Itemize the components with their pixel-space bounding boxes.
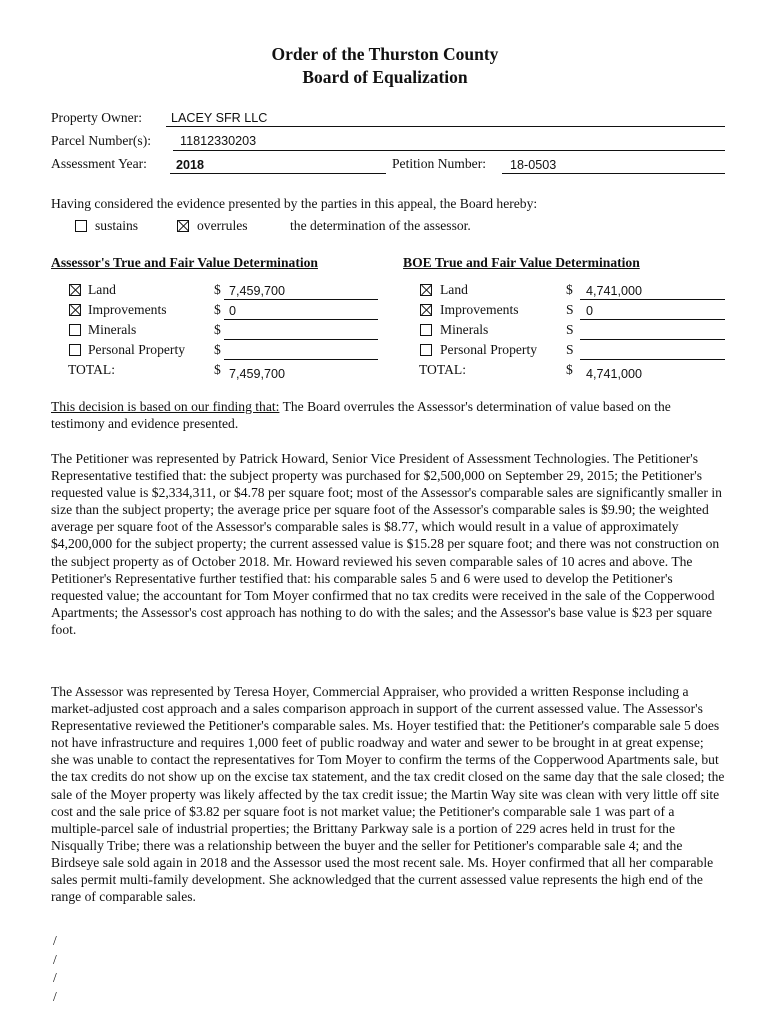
assessor-minerals-checkbox[interactable]: [69, 324, 81, 336]
assessor-total-value: 7,459,700: [229, 367, 286, 381]
parcel-value: 11812330203: [180, 134, 257, 148]
petition-underline: [502, 173, 725, 174]
boe-improvements-currency: S: [566, 302, 574, 317]
assessor-improvements-value: 0: [229, 304, 237, 318]
year-label: Assessment Year:: [51, 156, 147, 171]
assessor-paragraph: The Assessor was represented by Teresa Hoyer, Commercial Appraiser, who provided a written Response including a market-adjusted cost approach and a sales comparison approach in support of the current assessed value. The Assessor's Representative reviewed the Petitioner's comparable sales. Ms. Hoyer testified that: the Petitioner's comparable sale 5 does not have infrastructure and requires 1,000 feet of public roadway and water and sewer to be brought in at great expense; she was unable to contact the representatives for Tom Moyer to confirm the terms of the Copperwood Apartments sale, but the tax credits do not show up on the excise tax statement, and the tax credit closed on the same day that the sale closed; the sale of the Moyer property was likely affected by the tax credit issue; the Martin Way site was clean with very little off site cost and the sale price of $3.82 per square foot is not market value; the Petitioner's comparable sale 1 was part of a multiple-parcel sale of industrial properties; the Brittany Parkway sale is a portion of 229 acres held in trust for the Nisqually Tribe; there was a relationship between the buyer and the seller for Petitioner's comparable sale 4; and the Birdseye sale sold again in 2018 and the Assessor used the most recent sale. Ms. Hoyer confirmed that all her comparable sales permit multi-family development. She acknowledged that the current assessed value represents the high end of the range of comparable sales.: [51, 684, 725, 905]
finding-lead: This decision is based on our finding that:: [51, 399, 280, 414]
parcel-underline: [173, 150, 725, 151]
assessor-personal-currency: $: [214, 342, 221, 357]
petitioner-paragraph: The Petitioner was represented by Patrick Howard, Senior Vice President of Assessment Technologies. The Petitioner's Representative testified that: the subject property was purchased for $2,500,000 on September 29, 2015; the Petitioner's requested value is $2,334,311, or $4.78 per square foot; most of the Assessor's comparable sales are significantly smaller in size than the subject property; the average price per square foot of the Assessor's comparable sales is $9.90; the weighted average per square foot of the Assessor's comparable sales is $8.77, which would result in a value of approximately $4,200,000 for the subject property; the current assessed value is $15.28 per square foot; and there was not construction on the subject property as of October 2018. Mr. Howard reviewed his seven comparable sales of 10 acres and above. The Petitioner's Representative further testified that: his comparable sales 5 and 6 were used to develop the Petitioner's requested value; the accountant for Tom Moyer confirmed that no tax credits were received in the sale of the Copperwood Apartments; the Assessor's cost approach has nothing to do with the sales; and the Assessor's base value is $23 per square foot.: [51, 451, 722, 637]
petition-label: Petition Number:: [392, 156, 487, 171]
assessor-heading: Assessor's True and Fair Value Determination: [51, 255, 318, 270]
assessor-improvements-currency: $: [214, 302, 221, 317]
assessor-personal-line: [224, 359, 378, 360]
continuation-mark: /: [53, 933, 57, 948]
boe-land-label: Land: [440, 282, 468, 297]
boe-personal-line: [580, 359, 725, 360]
assessor-personal-label: Personal Property: [88, 342, 186, 357]
boe-land-line: [580, 299, 725, 300]
overrules-checkbox[interactable]: [177, 220, 189, 232]
overrules-label: overrules: [197, 218, 248, 233]
boe-total-label: TOTAL:: [419, 362, 466, 377]
sustains-checkbox[interactable]: [75, 220, 87, 232]
assessor-land-line: [224, 299, 378, 300]
sustains-label: sustains: [95, 218, 139, 233]
boe-improvements-value: 0: [586, 304, 594, 318]
continuation-mark: /: [53, 952, 57, 967]
boe-personal-currency: S: [566, 342, 574, 357]
board-title: Board of Equalization: [302, 67, 468, 87]
assessor-improvements-line: [224, 319, 378, 320]
boe-personal-checkbox[interactable]: [420, 344, 432, 356]
owner-value: LACEY SFR LLC: [171, 111, 268, 125]
year-value: 2018: [176, 158, 205, 172]
assessor-minerals-line: [224, 339, 378, 340]
boe-personal-label: Personal Property: [440, 342, 538, 357]
boe-total-value: 4,741,000: [586, 367, 643, 381]
finding-text: The Board overrules the Assessor's determination of value based on the testimony and evidence presented.: [51, 399, 671, 432]
continuation-mark: /: [53, 989, 57, 1004]
assessor-total-currency: $: [214, 362, 221, 377]
assessor-total-label: TOTAL:: [68, 362, 115, 377]
petition-value: 18-0503: [510, 158, 557, 172]
boe-total-currency: $: [566, 362, 573, 377]
boe-land-checkbox[interactable]: [420, 284, 432, 296]
boe-minerals-line: [580, 339, 725, 340]
order-title: Order of the Thurston County: [271, 44, 499, 64]
finding-paragraph: [51, 398, 725, 432]
boe-improvements-checkbox[interactable]: [420, 304, 432, 316]
boe-land-currency: $: [566, 282, 573, 297]
boe-improvements-line: [580, 319, 725, 320]
assessor-land-label: Land: [88, 282, 116, 297]
boe-minerals-label: Minerals: [440, 322, 489, 337]
decision-intro: Having considered the evidence presented by the parties in this appeal, the Board hereby:: [51, 196, 538, 211]
decision-suffix: the determination of the assessor.: [290, 218, 471, 233]
boe-improvements-label: Improvements: [440, 302, 519, 317]
assessor-personal-checkbox[interactable]: [69, 344, 81, 356]
assessor-land-currency: $: [214, 282, 221, 297]
boe-minerals-checkbox[interactable]: [420, 324, 432, 336]
parcel-label: Parcel Number(s):: [51, 133, 152, 148]
boe-heading: BOE True and Fair Value Determination: [403, 255, 640, 270]
assessor-minerals-label: Minerals: [88, 322, 137, 337]
assessor-improvements-checkbox[interactable]: [69, 304, 81, 316]
owner-label: Property Owner:: [51, 110, 142, 125]
assessor-land-value: 7,459,700: [229, 284, 286, 298]
assessor-minerals-currency: $: [214, 322, 221, 337]
year-underline: [170, 173, 386, 174]
continuation-mark: /: [53, 970, 57, 985]
assessor-improvements-label: Improvements: [88, 302, 167, 317]
assessor-land-checkbox[interactable]: [69, 284, 81, 296]
owner-underline: [166, 126, 725, 127]
boe-land-value: 4,741,000: [586, 284, 643, 298]
boe-minerals-currency: S: [566, 322, 574, 337]
